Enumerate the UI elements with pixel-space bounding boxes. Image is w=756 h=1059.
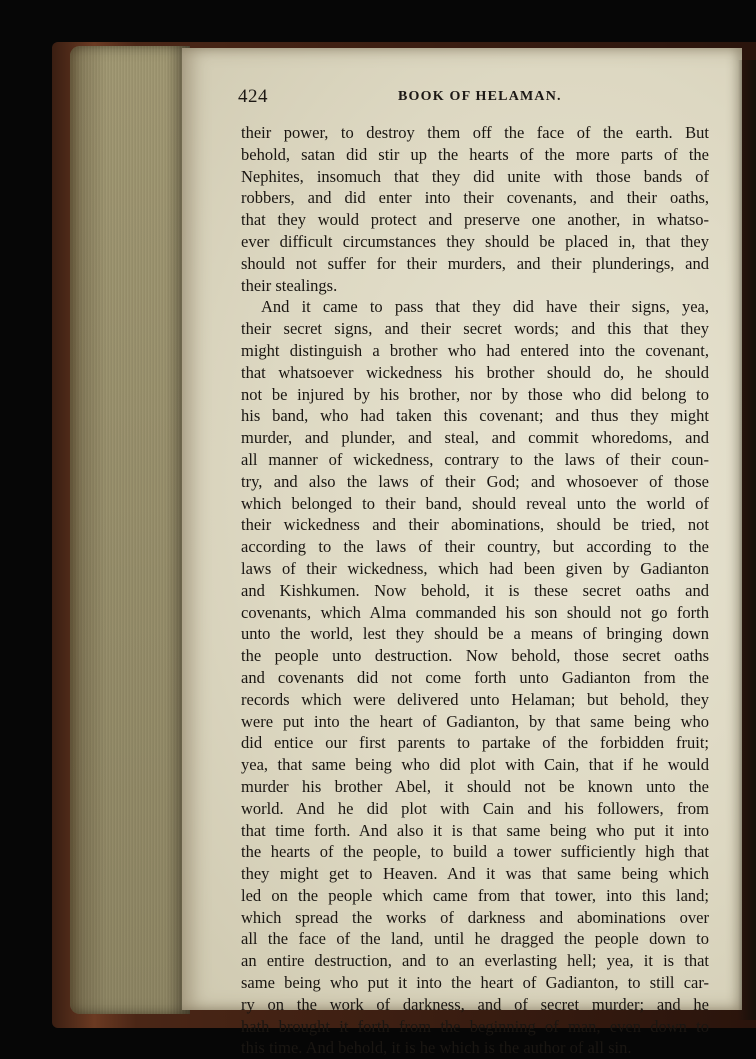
text-line: hath brought it forth from the beginning of man, even down to (241, 1016, 709, 1036)
page-edges (70, 46, 190, 1014)
body-text (241, 122, 709, 1059)
text-line: and Kishkumen. Now behold, it is these secret oaths and (241, 580, 709, 600)
text-line: their power, to destroy them off the face of the earth. But (241, 123, 709, 142)
text-line: their wickedness and their abominations, should be tried, not (241, 515, 709, 535)
text-line: laws of their wickedness, which had been given by Gadianton (241, 558, 709, 578)
text-line: try, and also the laws of their God; and whosoever of those (241, 471, 709, 491)
text-line: robbers, and did enter into their covenants, and their oaths, (241, 188, 709, 208)
text-line: And it came to pass that they did have their signs, yea, (261, 297, 709, 317)
text-line: that they would protect and preserve one another, in whatso- (241, 210, 709, 230)
text-line: led on the people which came from that tower, into this land; (241, 885, 709, 905)
text-line: were put into the heart of Gadianton, by that same being who (241, 711, 709, 731)
text-line: yea, that same being who did plot with Cain, that if he would (241, 755, 709, 775)
text-line: their stealings. (241, 275, 338, 295)
text-line: this time. And behold, it is he which is the author of all sin. (241, 1038, 632, 1058)
text-line: that time forth. And also it is that same being who put it into (241, 820, 709, 840)
text-line: unto the world, lest they should be a means of bringing down (241, 624, 709, 644)
text-line: should not suffer for their murders, and their plunderings, and (241, 253, 709, 273)
text-line: an entire destruction, and to an everlasting hell; yea, it is that (241, 951, 709, 971)
text-line: they might get to Heaven. And it was that same being which (241, 864, 709, 884)
text-line: which spread the works of darkness and abominations over (241, 907, 709, 927)
text-line: their secret signs, and their secret words; and this that they (241, 319, 709, 339)
text-line: the people unto destruction. Now behold, those secret oaths (241, 646, 709, 666)
text-line: might distinguish a brother who had entered into the covenant, (241, 340, 709, 360)
text-line: ever difficult circumstances they should be placed in, that they (241, 231, 709, 251)
text-line: according to the laws of their country, but according to the (241, 537, 709, 557)
text-line: all manner of wickedness, contrary to the laws of their coun- (241, 449, 709, 469)
text-line: same being who put it into the heart of Gadianton, to still car- (241, 973, 709, 993)
gutter-shadow (738, 60, 756, 1020)
text-line: world. And he did plot with Cain and his followers, from (241, 798, 709, 818)
text-line: did entice our first parents to partake of the forbidden fruit; (241, 733, 709, 753)
paragraph-2 (241, 296, 709, 1059)
text-line: ry on the work of darkness, and of secret murder; and he (241, 994, 709, 1014)
text-line: murder, and plunder, and steal, and commit whoredoms, and (241, 428, 709, 448)
text-line: his band, who had taken this covenant; and thus they might (241, 406, 709, 426)
text-line: covenants, which Alma commanded his son should not go forth (241, 602, 709, 622)
text-line: all the face of the land, until he dragged the people down to (241, 929, 709, 949)
text-line: that whatsoever wickedness his brother should do, he should (241, 362, 709, 382)
page-number: 424 (238, 86, 268, 107)
running-head: BOOK OF HELAMAN. (398, 89, 562, 104)
text-line: murder his brother Abel, it should not be known unto the (241, 776, 709, 796)
text-line: the hearts of the people, to build a tower sufficiently high that (241, 842, 709, 862)
text-line: Nephites, insomuch that they did unite with those bands of (241, 166, 709, 186)
text-line: which belonged to their band, should reveal unto the world of (241, 493, 709, 513)
text-line: records which were delivered unto Helaman; but behold, they (241, 689, 709, 709)
text-line: and covenants did not come forth unto Gadianton from the (241, 667, 709, 687)
paragraph-1 (241, 122, 709, 296)
page-header (238, 86, 708, 110)
text-line: not be injured by his brother, nor by those who did belong to (241, 384, 709, 404)
text-line: behold, satan did stir up the hearts of the more parts of the (241, 144, 709, 164)
